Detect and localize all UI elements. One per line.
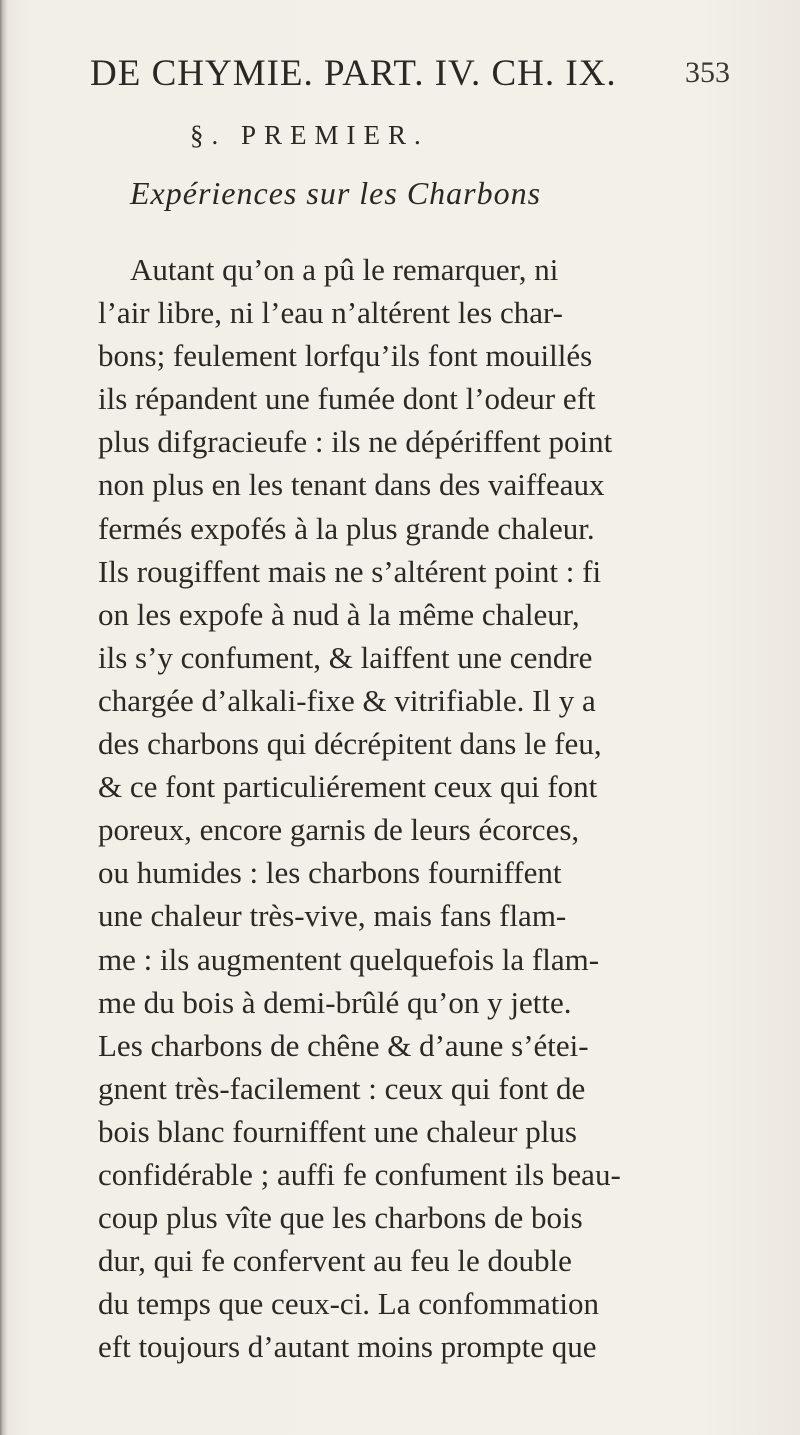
text-line: me : ils augmentent quelquefois la flam-	[98, 941, 600, 977]
text-line: dur, qui fe confervent au feu le double	[98, 1243, 572, 1279]
text-line: Ils rougiffent mais ne s’altérent point : fi	[98, 553, 602, 589]
text-line: fermés expofés à la plus grande chaleur.	[98, 510, 595, 546]
page-number: 353	[685, 56, 730, 89]
running-head	[90, 52, 730, 102]
text-line: l’air libre, ni l’eau n’altérent les char-	[98, 295, 563, 331]
text-line: des charbons qui décrépitent dans le feu,	[98, 726, 602, 762]
section-subtitle: Expériences sur les Charbons	[130, 175, 542, 211]
text-line: bons; feulement lorfqu’ils font mouillés	[98, 338, 593, 374]
text-line: me du bois à demi-brûlé qu’on y jette.	[98, 984, 572, 1020]
text-line: plus difgracieufe : ils ne dépériffent point	[98, 424, 613, 460]
text-line: gnent très-facilement : ceux qui font de	[98, 1070, 586, 1106]
text-line: eft toujours d’autant moins prompte que	[98, 1329, 597, 1365]
text-line: chargée d’alkali-fixe & vitrifiable. Il y a	[98, 682, 596, 718]
text-line: non plus en les tenant dans des vaiffeaux	[98, 467, 605, 503]
section-heading: §. PREMIER.	[190, 120, 429, 150]
text-line: coup plus vîte que les charbons de bois	[98, 1200, 583, 1236]
text-line: Autant qu’on a pû le remarquer, ni	[130, 252, 559, 287]
text-line: on les expofe à nud à la même chaleur,	[98, 596, 580, 632]
text-line: ils répandent une fumée dont l’odeur eft	[98, 381, 596, 417]
text-line: du temps que ceux-ci. La confommation	[98, 1286, 600, 1322]
text-line: poreux, encore garnis de leurs écorces,	[98, 812, 580, 848]
text-line: & ce font particuliérement ceux qui font	[98, 769, 598, 805]
text-line: bois blanc fourniffent une chaleur plus	[98, 1113, 577, 1149]
text-line: une chaleur très-vive, mais fans flam-	[98, 898, 567, 934]
text-line: ils s’y confument, & laiffent une cendre	[98, 639, 593, 675]
binding-shadow	[0, 0, 8, 1435]
text-line: confidérable ; auffi fe confument ils beau-	[98, 1156, 621, 1192]
text-line: ou humides : les charbons fourniffent	[98, 855, 562, 891]
running-title: DE CHYMIE. PART. IV. CH. IX.	[90, 53, 617, 94]
body-text	[98, 248, 758, 1368]
text-line: Les charbons de chêne & d’aune s’étei-	[98, 1027, 589, 1063]
